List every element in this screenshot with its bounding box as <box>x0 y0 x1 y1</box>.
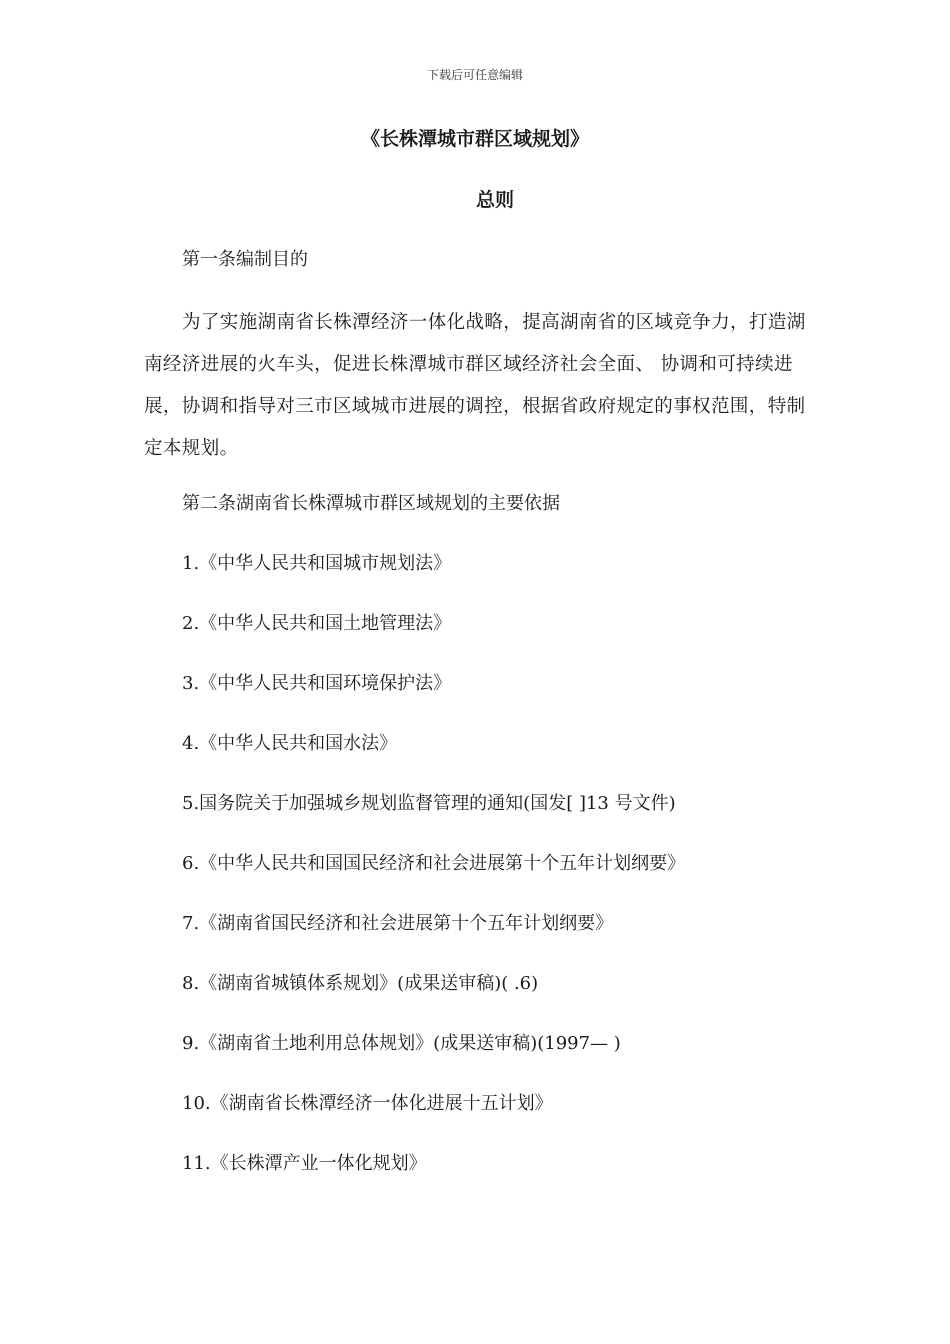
header-note: 下载后可任意编辑 <box>426 68 523 82</box>
document-title: 《长株潭城市群区域规划》 <box>360 128 589 150</box>
list-item: 9.《湖南省土地利用总体规划》(成果送审稿)(1997— ) <box>182 1033 621 1054</box>
list-item: 6.《中华人民共和国国民经济和社会进展第十个五年计划纲要》 <box>182 853 686 874</box>
list-item: 7.《湖南省国民经济和社会进展第十个五年计划纲要》 <box>182 913 614 934</box>
list-item: 2.《中华人民共和国土地管理法》 <box>182 613 452 634</box>
article-1-body: 为了实施湖南省长株潭经济一体化战略，提高湖南省的区域竞争力，打造湖南经济进展的火车头，促进长株潭城市群区域经济社会全面、 协调和可持续进展，协调和指导对三市区域城市进展的调控，根据省政府规定的事权范围，特制定本规划。 <box>144 312 806 459</box>
article-2-heading: 第二条湖南省长株潭城市群区域规划的主要依据 <box>182 493 560 514</box>
list-item: 3.《中华人民共和国环境保护法》 <box>182 673 452 694</box>
list-item: 11.《长株潭产业一体化规划》 <box>182 1153 427 1174</box>
section-title: 总则 <box>475 189 514 211</box>
list-item: 10.《湖南省长株潭经济一体化进展十五计划》 <box>182 1093 553 1114</box>
list-item: 4.《中华人民共和国水法》 <box>182 733 398 754</box>
list-item: 5.国务院关于加强城乡规划监督管理的通知(国发[ ]13 号文件) <box>182 793 676 814</box>
list-item: 1.《中华人民共和国城市规划法》 <box>182 553 452 574</box>
list-item: 8.《湖南省城镇体系规划》(成果送审稿)( .6) <box>182 973 539 994</box>
article-1-heading: 第一条编制目的 <box>182 249 308 270</box>
